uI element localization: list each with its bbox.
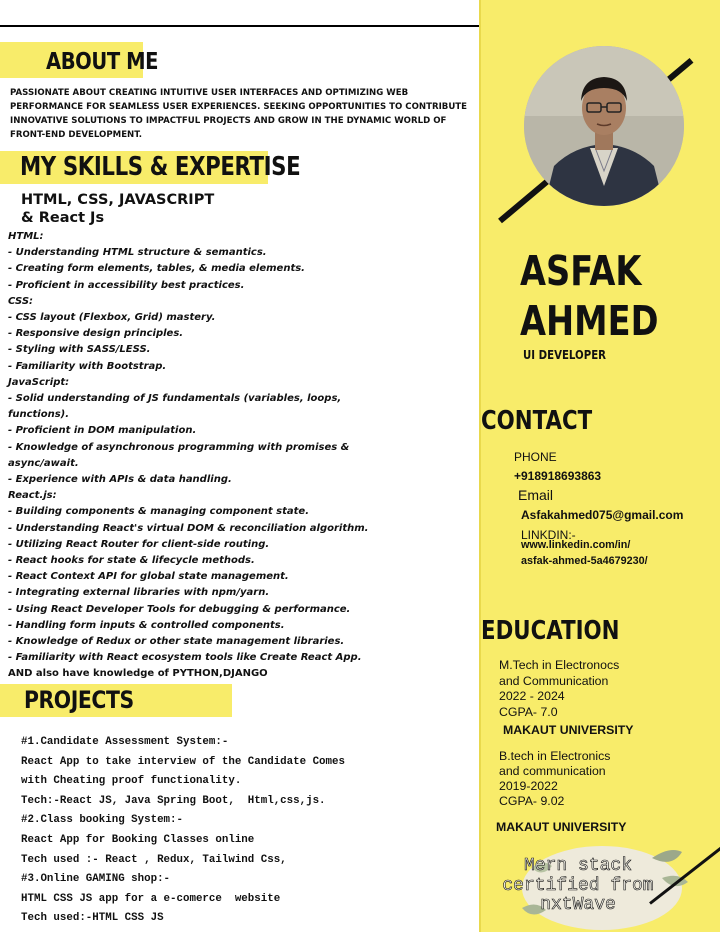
badge-line: nxtWave [540,895,616,915]
skills-line: - CSS layout (Flexbox, Grid) mastery. [8,312,216,324]
skills-line: AND also have knowledge of PYTHON,DJANGO [8,668,268,680]
about-heading: ABOUT ME [46,49,159,75]
skills-line: - React Context API for global state management. [8,571,289,583]
contact-heading: CONTACT [481,406,593,436]
skills-line: - Familiarity with Bootstrap. [8,360,167,372]
project-line: #2.Class booking System:- [21,814,183,827]
certification-badge [489,857,667,916]
skills-line: - Understanding React's virtual DOM & reconciliation algorithm. [8,522,369,534]
skills-line: async/await. [8,457,79,469]
degree-grade: CGPA- 7.0 [499,704,558,719]
degree-line: B.tech in Electronics [499,749,611,763]
education-entry [499,749,610,809]
badge-line: certified from [502,875,654,896]
skills-line: - Solid understanding of JS fundamentals (variables, loops, [8,393,342,405]
about-text: PASSIONATE ABOUT CREATING INTUITIVE USER INTERFACES AND OPTIMIZING WEB PERFORMANCE FOR SEAMLESS USER EXPERIENCES. SEEKING OPPORTUNITIES TO CONTRIBUTE INNOVATIVE SOLUTIONS TO IMPACTFUL PROJECTS AND GROW IN THE DYNAMIC WORLD OF FRONT-END DEVELOPMENT. [10,88,468,140]
email-value[interactable]: Asfakahmed075@gmail.com [521,508,684,522]
skills-line: - Building components & managing component state. [8,506,310,518]
phone-value: +918918693863 [514,469,602,483]
degree-line: M.Tech in Electronocs [499,658,620,672]
project-line: #1.Candidate Assessment System:- [21,736,229,748]
project-line: HTML CSS JS app for a e-comerce website [21,892,281,905]
skills-line: - Experience with APIs & data handling. [8,474,232,486]
phone-label: PHONE [514,450,557,464]
linkedin-label: LINKDIN:- [521,528,576,542]
skills-line: - Knowledge of Redux or other state management libraries. [8,636,345,648]
linkedin-url-line[interactable]: www.linkedin.com/in/ [521,539,631,551]
skills-line: CSS: [8,295,34,307]
skills-list [8,229,383,683]
skills-line: - Proficient in DOM manipulation. [8,425,197,437]
project-line: React App to take interview of the Candidate Comes [21,755,345,768]
skills-line: - React hooks for state & lifecycle methods. [8,555,255,567]
skills-line: - Creating form elements, tables, & media elements. [8,263,305,275]
skills-heading: MY SKILLS & EXPERTISE [20,152,301,182]
badge-line: Mern stack [523,856,633,876]
education-entry [499,658,619,720]
skills-line: functions). [8,409,70,421]
skills-line: - Handling form inputs & controlled components. [8,619,285,631]
projects-heading: PROJECTS [24,686,134,714]
projects-list [21,733,345,929]
project-line: React App for Booking Classes online [21,833,255,846]
degree-line: and Communication [499,673,609,688]
skills-line: - Styling with SASS/LESS. [8,344,151,356]
university-name: MAKAUT UNIVERSITY [496,820,627,834]
education-heading: EDUCATION [481,616,620,646]
skills-summary [21,191,214,227]
degree-grade: CGPA- 9.02 [499,794,565,808]
project-line: #3.Online GAMING shop:- [21,873,171,886]
skills-line: - Integrating external libraries with npm/yarn. [8,587,270,599]
skills-line: JavaScript: [8,376,70,388]
skills-line: - Utilizing React Router for client-side routing. [8,538,270,550]
skills-line: React.js: [8,490,57,502]
email-label: Email [518,487,554,503]
university-name: MAKAUT UNIVERSITY [503,723,634,737]
project-line: with Cheating proof functionality. [21,775,242,788]
linkedin-url-line[interactable]: asfak-ahmed-5a4679230/ [521,555,648,567]
profile-role: UI DEVELOPER [523,348,607,362]
person-silhouette-icon [524,46,684,206]
degree-years: 2019-2022 [499,779,558,793]
profile-name [520,246,658,346]
profile-photo [524,46,684,206]
skills-line: - Familiarity with React ecosystem tools like Create React App. [8,652,362,664]
skills-summary-line: HTML, CSS, JAVASCRIPT [21,192,215,208]
skills-summary-line: & React Js [21,210,105,226]
degree-years: 2022 - 2024 [499,689,565,703]
project-line: Tech used :- React , Redux, Tailwind Css, [21,853,287,866]
project-line: Tech:-React JS, Java Spring Boot, Html,css,js. [21,794,326,807]
skills-line: HTML: [8,231,44,242]
skills-line: - Responsive design principles. [8,328,184,340]
top-divider-line [0,25,479,27]
skills-line: - Proficient in accessibility best practices. [8,279,245,291]
degree-line: and communication [499,764,606,778]
last-name: AHMED [520,297,659,345]
project-line: Tech used:-HTML CSS JS [21,912,164,925]
first-name: ASFAK [520,247,642,295]
skills-line: - Knowledge of asynchronous programming with promises & [8,441,350,453]
skills-line: - Using React Developer Tools for debugging & performance. [8,603,351,615]
skills-line: - Understanding HTML structure & semantics. [8,247,267,259]
